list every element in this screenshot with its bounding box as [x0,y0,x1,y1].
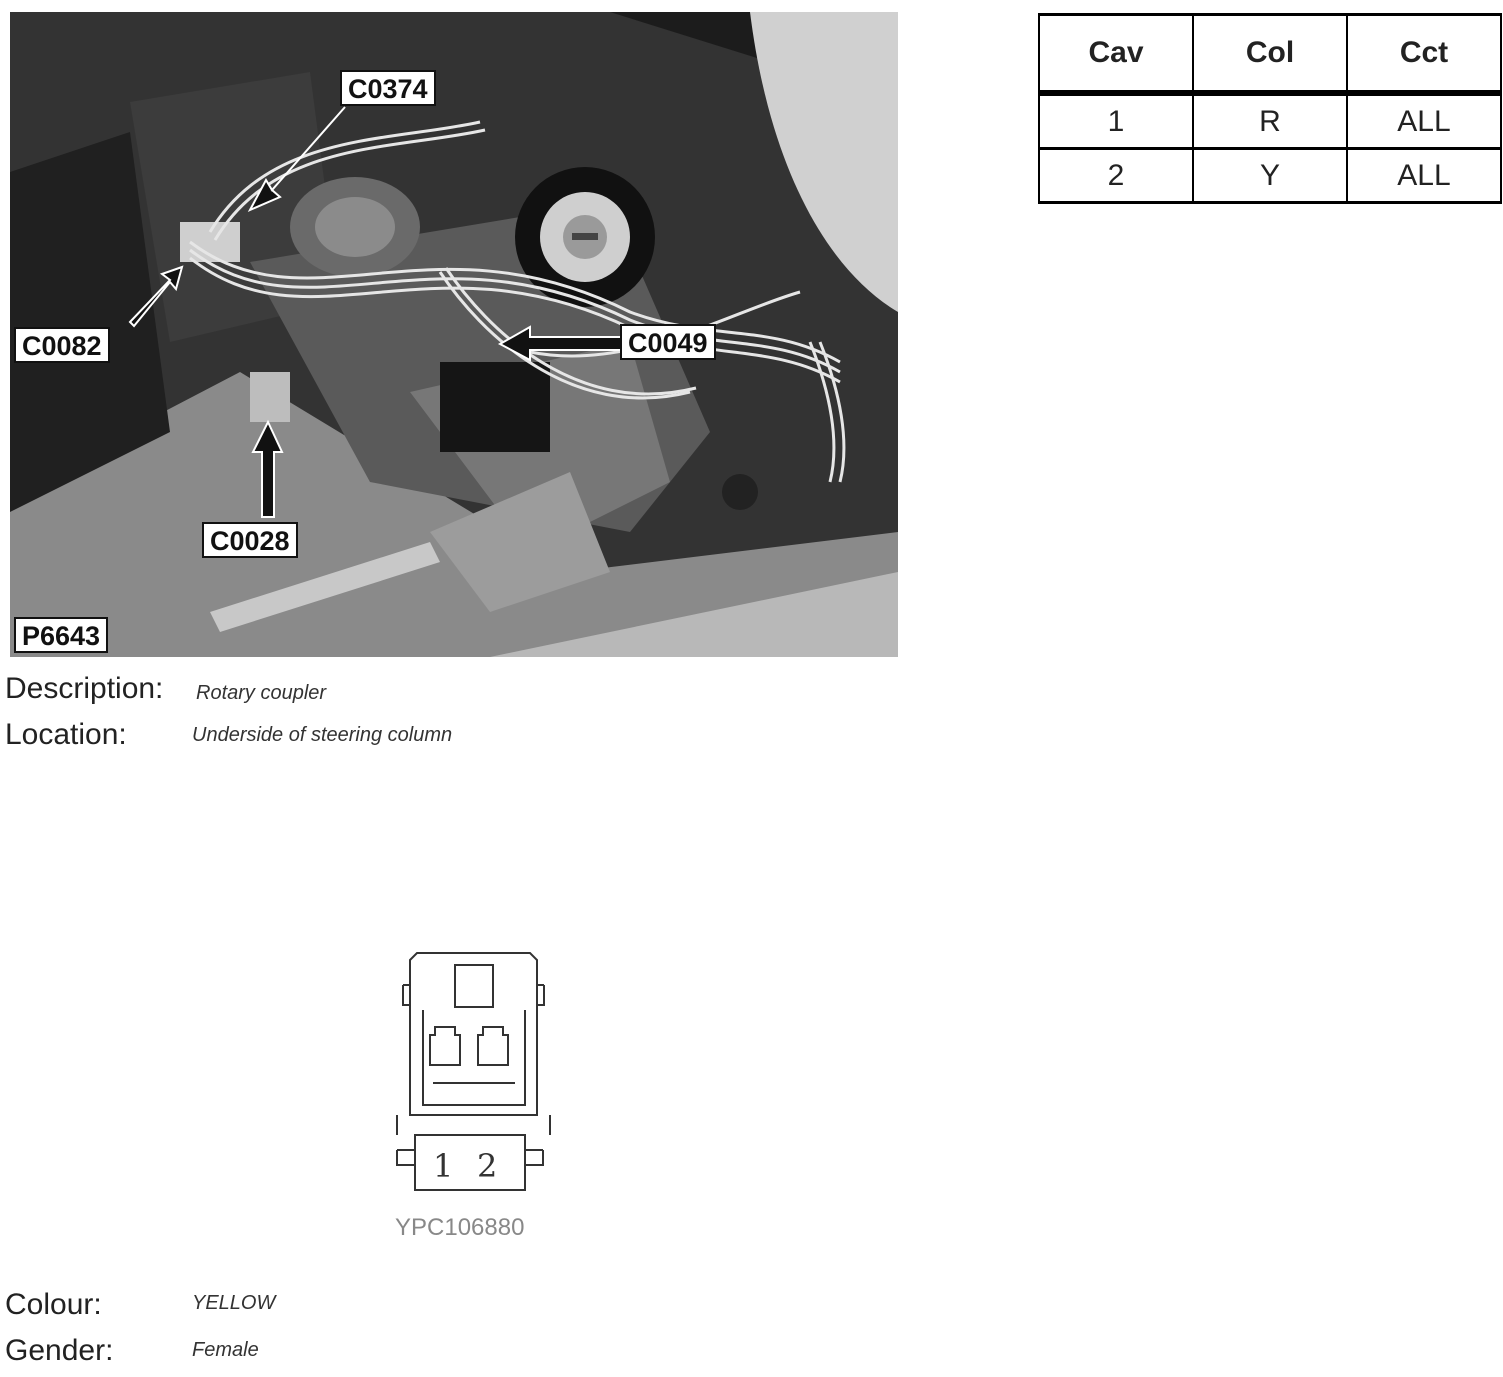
header-cav: Cav [1039,15,1193,94]
pin-label-2: 2 [477,1147,498,1185]
cell-cct: ALL [1347,149,1501,203]
colour-label: Colour: [5,1288,102,1321]
connector-face-diagram [385,935,565,1255]
callout-c0049: C0049 [620,324,716,360]
description-label: Description: [5,672,164,705]
pin-label-1: 1 [433,1147,454,1185]
connector-drawing [385,935,565,1205]
table-header-row [1039,15,1501,94]
cell-cav: 1 [1039,93,1193,149]
table-row [1039,149,1501,203]
cell-cct: ALL [1347,93,1501,149]
description-value: Rotary coupler [196,682,327,704]
table-row [1039,93,1501,149]
gender-value: Female [192,1339,259,1361]
callout-c0374: C0374 [340,70,436,106]
cell-col: Y [1193,149,1347,203]
cell-cav: 2 [1039,149,1193,203]
location-value: Underside of steering column [192,724,453,746]
photo-illustration [10,12,898,657]
header-col: Col [1193,15,1347,94]
header-cct: Cct [1347,15,1501,94]
photo-reference: P6643 [14,617,108,653]
location-label: Location: [5,718,127,751]
connector-location-photo [10,12,898,657]
connector-part-number: YPC106880 [395,1214,525,1241]
callout-c0028: C0028 [202,522,298,558]
callout-c0082: C0082 [14,327,110,363]
cell-col: R [1193,93,1347,149]
pin-table [1038,13,1502,204]
gender-label: Gender: [5,1334,114,1367]
colour-value: YELLOW [192,1292,276,1314]
